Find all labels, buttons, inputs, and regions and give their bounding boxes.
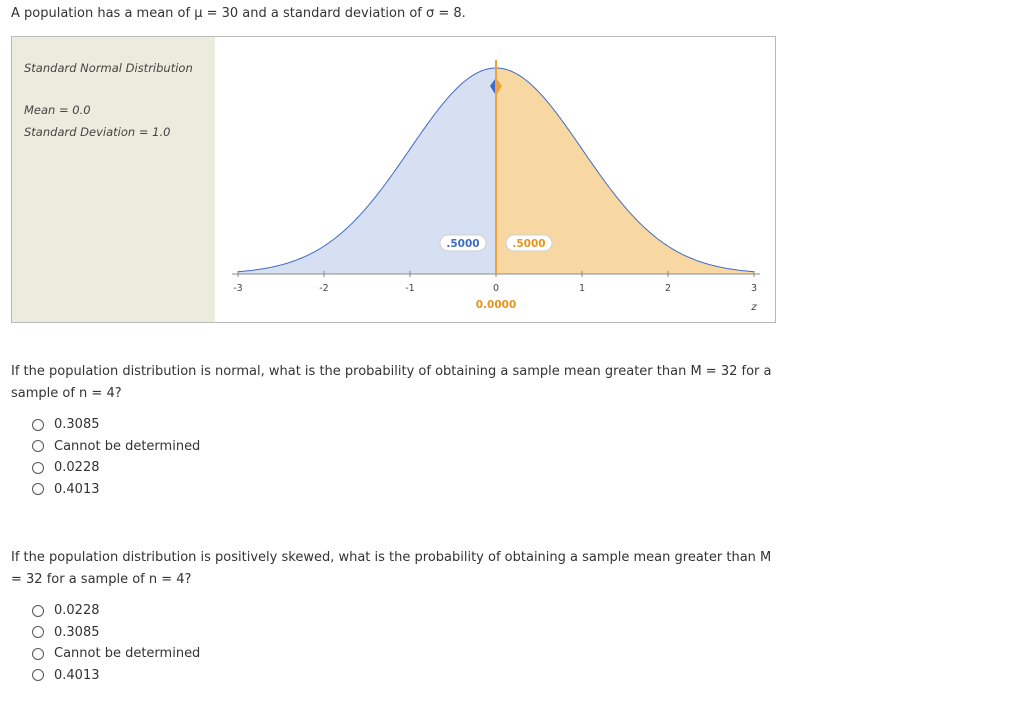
x-tick-label: 3 [750, 283, 758, 294]
option-label: 0.0228 [54, 603, 100, 619]
question-1-options [32, 414, 200, 500]
x-tick-label: -3 [233, 283, 243, 294]
option-label: 0.4013 [54, 481, 100, 497]
q1-option-2[interactable] [32, 436, 200, 458]
left-area-value: .5000 [446, 238, 480, 250]
radio-button[interactable] [32, 648, 44, 660]
normal-distribution-widget[interactable] [11, 36, 776, 323]
distribution-title: Standard Normal Distribution [24, 61, 193, 75]
radio-button[interactable] [32, 462, 44, 474]
x-tick-label: 1 [578, 283, 586, 294]
question-2-options [32, 600, 200, 686]
q2-option-3[interactable] [32, 643, 200, 665]
option-label: 0.4013 [54, 667, 100, 683]
q2-option-2[interactable] [32, 622, 200, 644]
option-label: Cannot be determined [54, 438, 201, 454]
q1-option-3[interactable] [32, 457, 200, 479]
right-area-value: .5000 [512, 238, 546, 250]
option-label: Cannot be determined [54, 646, 201, 662]
x-axis-label: z [751, 302, 757, 313]
q2-option-4[interactable] [32, 665, 200, 687]
option-label: 0.3085 [54, 624, 100, 640]
sd-label: Standard Deviation = 1.0 [24, 125, 171, 139]
mean-label: Mean = 0.0 [24, 103, 91, 117]
radio-button[interactable] [32, 605, 44, 617]
radio-button[interactable] [32, 483, 44, 495]
radio-button[interactable] [32, 669, 44, 681]
problem-statement: A population has a mean of μ = 30 and a standard deviation of σ = 8. [11, 6, 466, 21]
x-tick-label: -2 [319, 283, 329, 294]
radio-button[interactable] [32, 626, 44, 638]
distribution-chart[interactable] [12, 37, 775, 322]
radio-button[interactable] [32, 419, 44, 431]
radio-button[interactable] [32, 440, 44, 452]
question-2: If the population distribution is positively skewed, what is the probability of obtaining a sample mean greater than M = 32 for a sample of n = 4? [11, 550, 772, 587]
q1-option-4[interactable] [32, 479, 200, 501]
z-value-readout: 0.0000 [475, 299, 517, 311]
x-tick-label: 0 [492, 283, 500, 294]
q1-option-1[interactable] [32, 414, 200, 436]
option-label: 0.3085 [54, 417, 100, 433]
x-tick-label: -1 [405, 283, 415, 294]
question-1: If the population distribution is normal, what is the probability of obtaining a sample mean greater than M = 32 for a sample of n = 4? [11, 364, 772, 401]
q2-option-1[interactable] [32, 600, 200, 622]
x-tick-label: 2 [664, 283, 672, 294]
option-label: 0.0228 [54, 460, 100, 476]
